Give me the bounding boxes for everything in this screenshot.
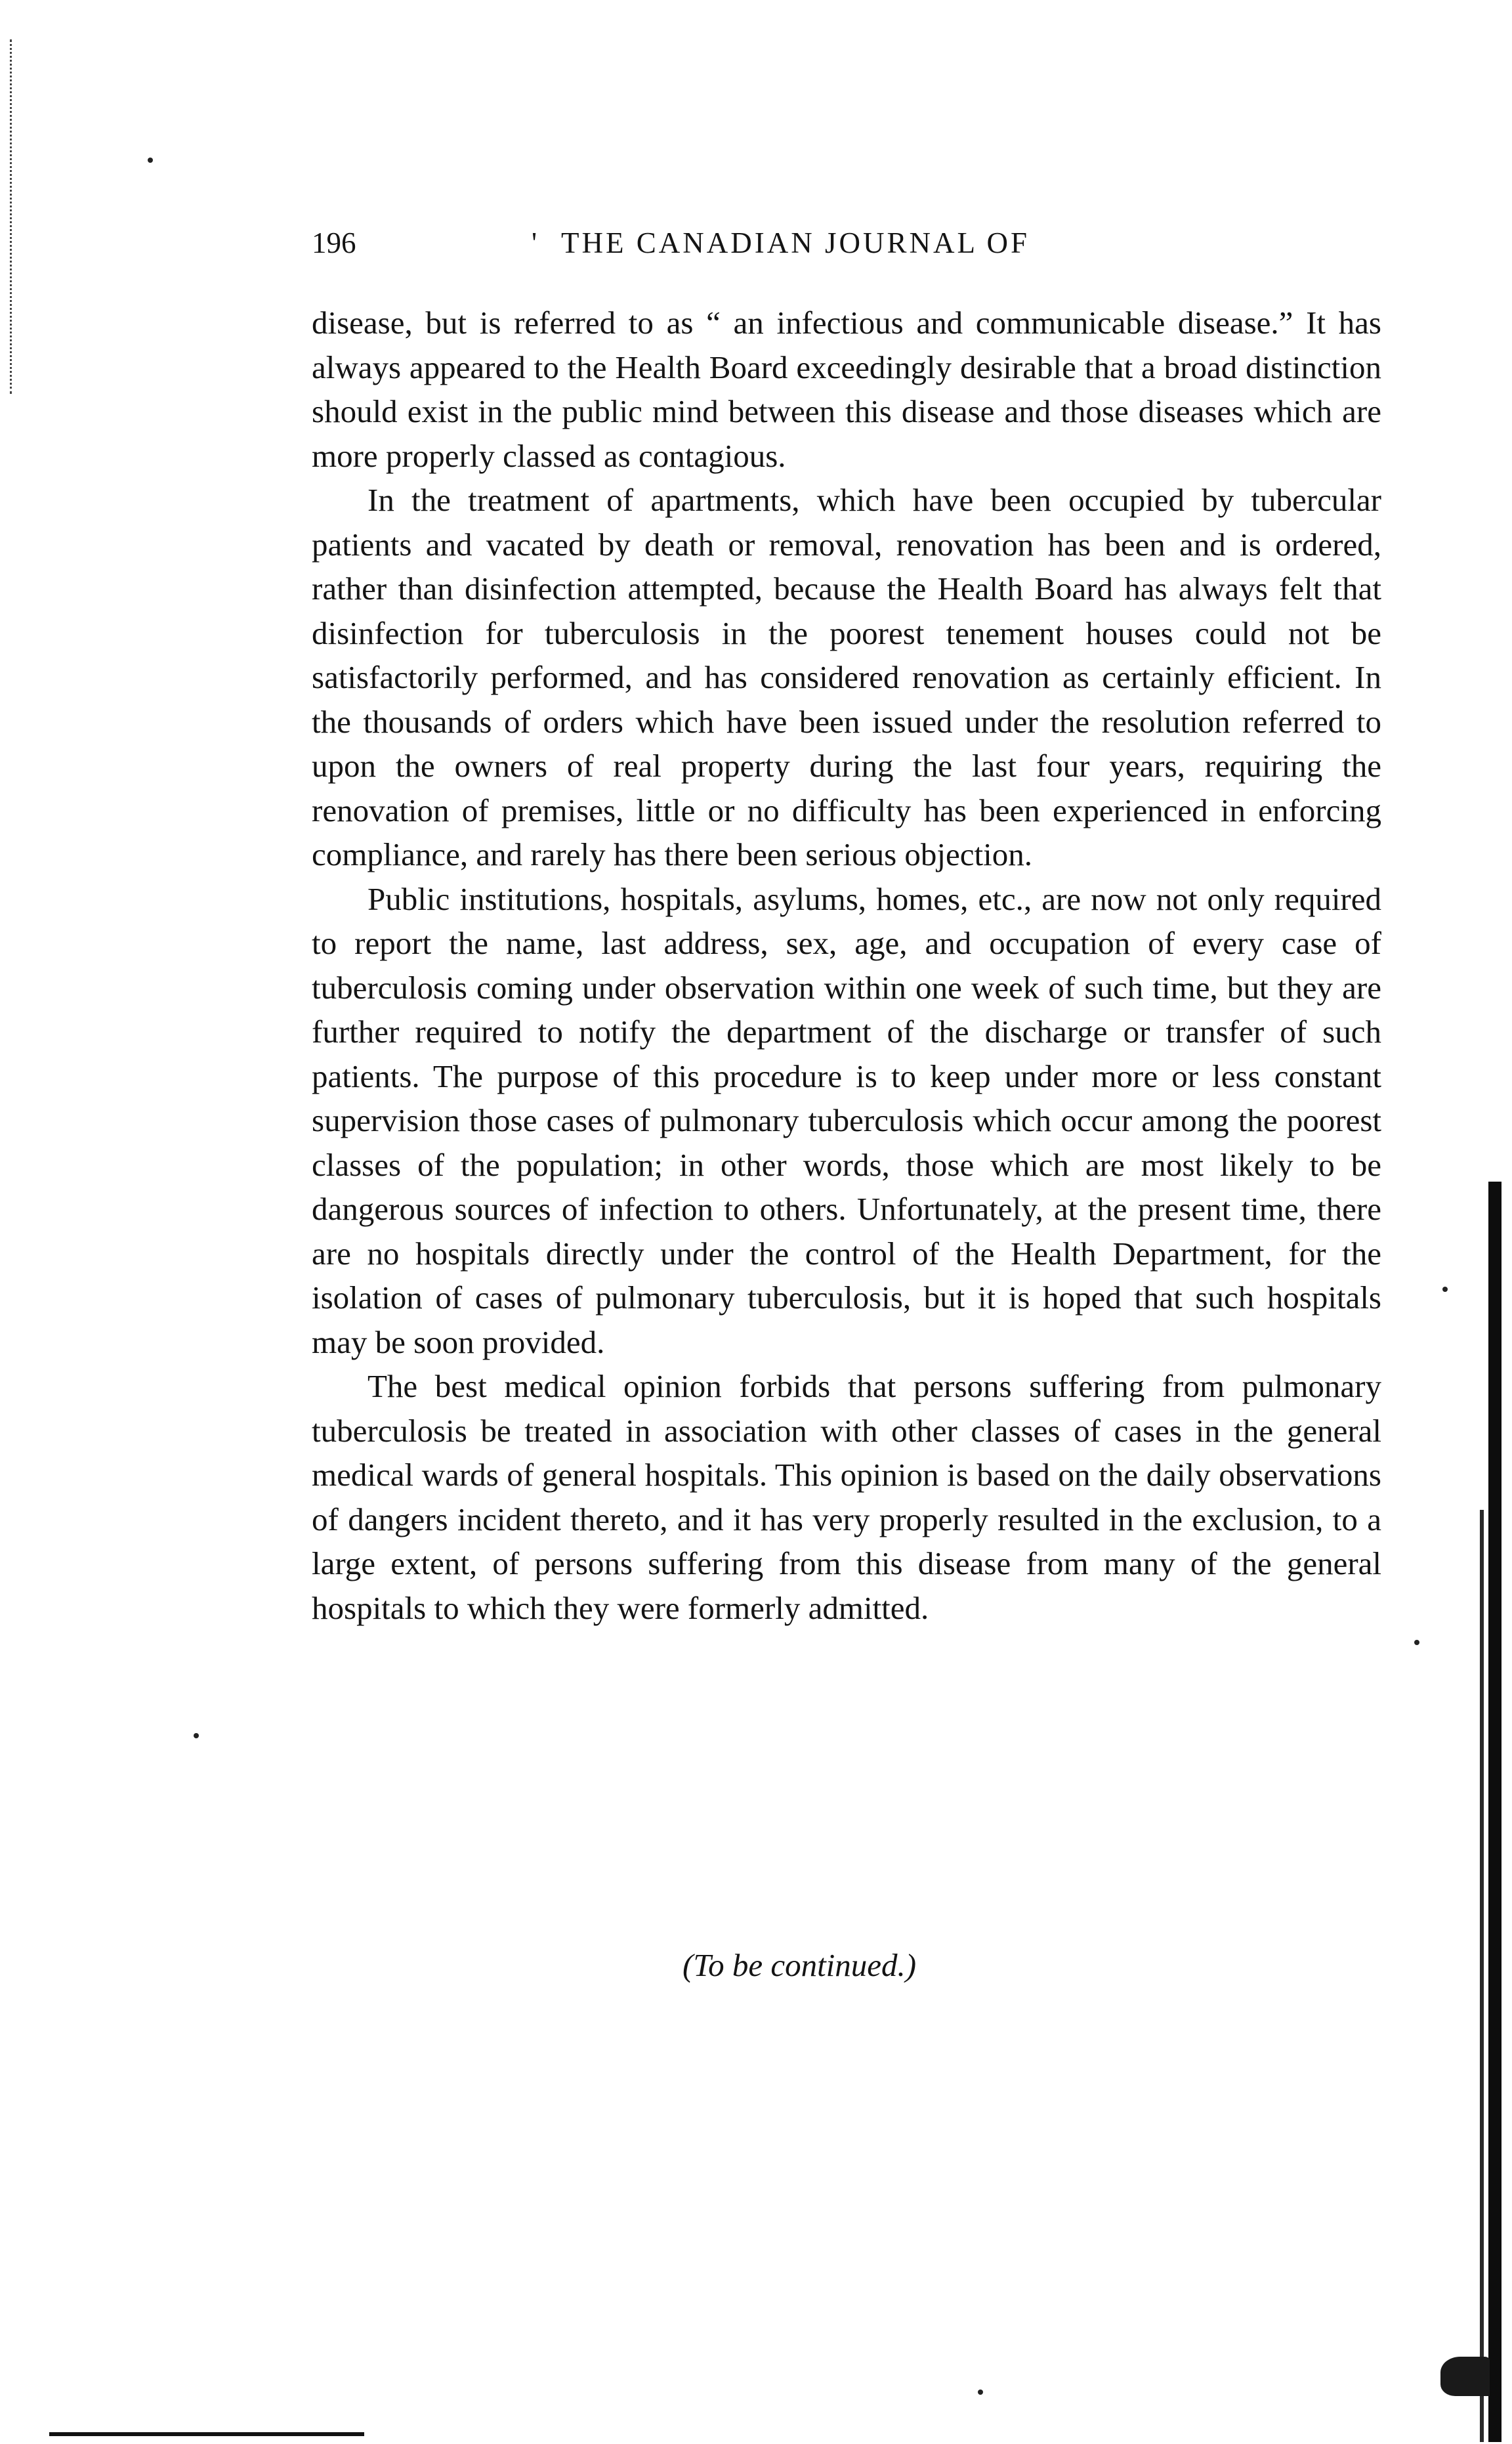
page-header: [312, 223, 1198, 269]
paragraph-apartments: In the treatment of apartments, which have been occupied by tubercular patients and vacated by death or removal, renovation has been and is ordered, rather than disinfection attempted, because the Health Board has always felt that disinfection for tuberculosis in the poorest tenement houses could not be satisfactorily performed, and has considered renovation as certainly efficient. In the thousands of orders which have been issued under the resolution referred to upon the owners of real property during the last four years, requiring the renovation of premises, little or no difficulty has been experienced in enforcing compliance, and rarely has there been serious objection.: [312, 482, 1381, 872]
scan-speck: [148, 158, 153, 163]
to-be-continued-note: (To be continued.): [682, 1947, 917, 1983]
paragraph-continuation: disease, but is referred to as “ an infectious and communicable disease.” It has always appeared to the Health Board exceedingly desirable that a broad distinction should exist in the public mind between this disease and those diseases which are more properly classed as contagious.: [312, 305, 1381, 474]
page-number: 196: [312, 226, 356, 259]
scan-edge-blot: [1440, 2357, 1490, 2396]
scan-margin-marks: [10, 39, 16, 394]
scan-edge-line: [1480, 1510, 1484, 2442]
article-body: [312, 301, 1381, 1630]
scan-edge-shadow: [1488, 1182, 1502, 2442]
scan-speck: [1414, 1640, 1419, 1645]
scan-speck: [194, 1733, 199, 1738]
running-head: THE CANADIAN JOURNAL OF: [561, 226, 1030, 259]
scan-bottom-rule: [49, 2432, 364, 2436]
scan-speck: [978, 2390, 983, 2395]
header-tick-mark: ': [532, 226, 537, 259]
scan-speck: [1442, 1287, 1448, 1292]
paragraph-public-institutions: Public institutions, hospitals, asylums, homes, etc., are now not only required to report the name, last address, sex, age, and occupation of every case of tuberculosis coming under observation within one week of such time, but they are further required to notify the department of the discharge or transfer of such patients. The purpose of this procedure is to keep under more or less constant supervision those cases of pulmonary tuberculosis which occur among the poorest classes of the population; in other words, those which are most likely to be dangerous sources of infection to others. Unfortunately, at the present time, there are no hospitals directly under the control of the Health Department, for the isolation of cases of pulmonary tuberculosis, but it is hoped that such hospitals may be soon provided.: [312, 880, 1381, 1360]
paragraph-medical-opinion: The best medical opinion forbids that persons suffering from pulmonary tuberculosis be treated in association with other classes of cases in the general medical wards of general hospitals. This opinion is based on the daily observations of dangers incident thereto, and it has very properly resulted in the exclusion, to a large extent, of persons suffering from this disease from many of the general hospitals to which they were formerly admitted.: [312, 1368, 1381, 1626]
